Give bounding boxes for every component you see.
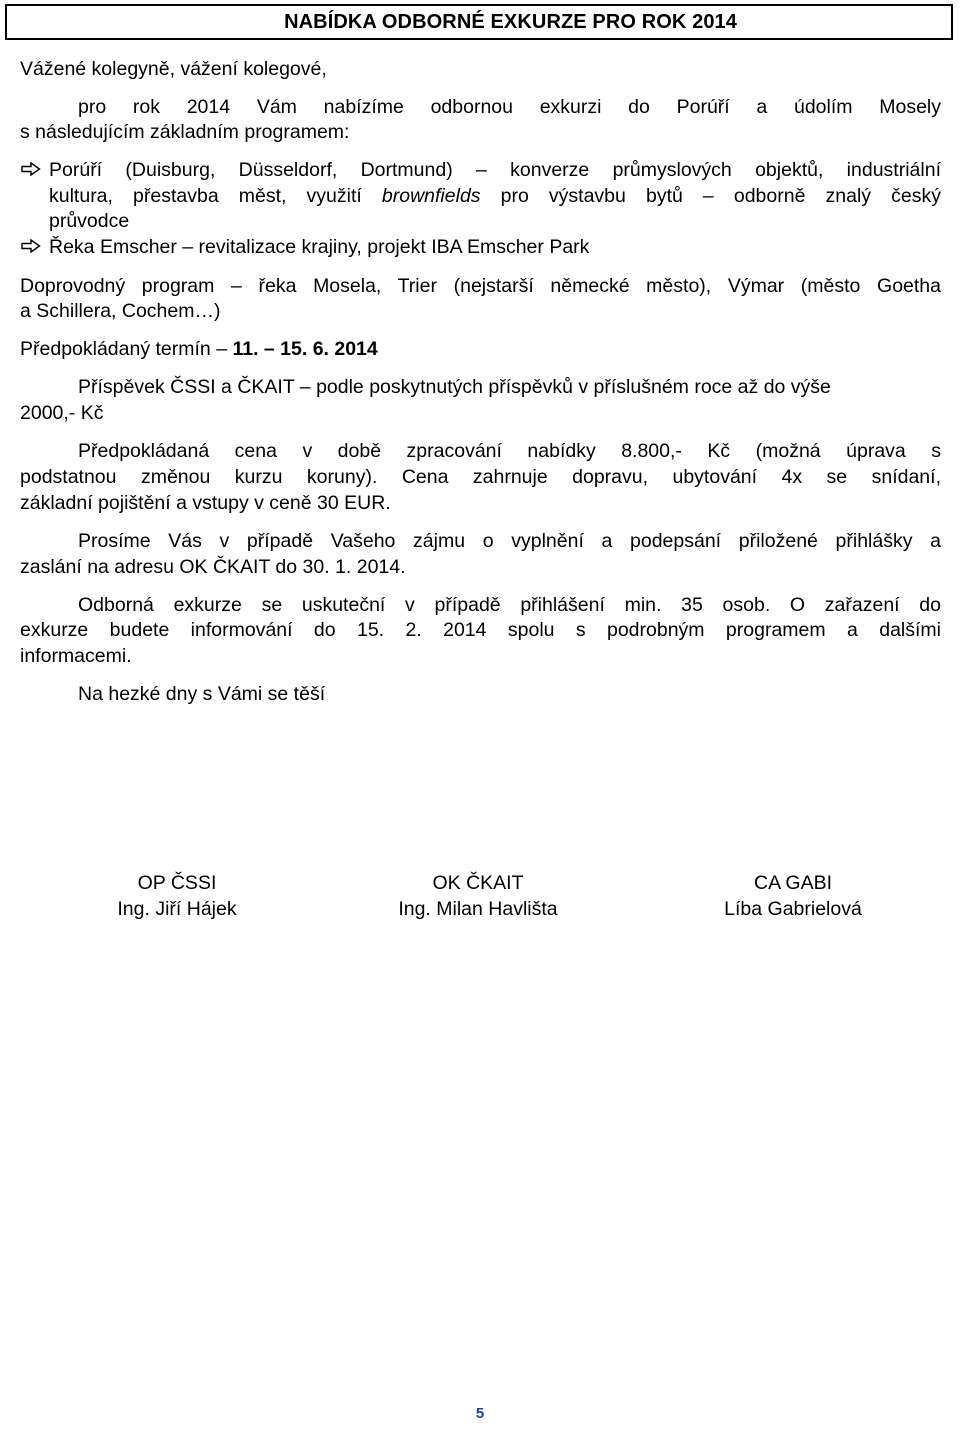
request-line-2: zaslání na adresu OK ČKAIT do 30. 1. 2014. bbox=[20, 556, 406, 578]
condition-line-3: informacemi. bbox=[20, 645, 132, 667]
intro-line-1: pro rok 2014 Vám nabízíme odbornou exkurzi do Porúří a údolím Mosely bbox=[78, 96, 941, 118]
brownfields-term: brownfields bbox=[381, 185, 481, 207]
program-item-1-line-3: průvodce bbox=[49, 210, 130, 232]
signature-2-org: OK ČKAIT bbox=[432, 872, 524, 894]
signature-1-name: Ing. Jiří Hájek bbox=[117, 898, 237, 920]
program-item-1-line-1: Porúří (Duisburg, Düsseldorf, Dortmund) – konverze průmyslových objektů, industriální bbox=[49, 159, 941, 181]
program-item-1-line-2 bbox=[49, 184, 941, 208]
condition-line-1: Odborná exkurze se uskuteční v případě přihlášení min. 35 osob. O zařazení do bbox=[78, 594, 941, 616]
accompanying-line-1: Doprovodný program – řeka Mosela, Trier (nejstarší německé město), Výmar (město Goetha bbox=[20, 275, 941, 297]
price-line-2: podstatnou změnou kurzu koruny). Cena zahrnuje dopravu, ubytování 4x se snídaní, bbox=[20, 466, 941, 488]
term-value: 11. – 15. 6. 2014 bbox=[232, 338, 378, 360]
term bbox=[20, 337, 378, 361]
page-number: 5 bbox=[475, 1405, 485, 1422]
signature-1-org: OP ČSSI bbox=[137, 872, 217, 894]
greeting: Vážené kolegyně, vážení kolegové, bbox=[20, 58, 327, 80]
signature-1 bbox=[47, 870, 307, 922]
signature-3-name: Líba Gabrielová bbox=[724, 898, 862, 920]
signature-3-org: CA GABI bbox=[753, 872, 833, 894]
price-line-3: základní pojištění a vstupy v ceně 30 EUR. bbox=[20, 492, 391, 514]
contribution-line-2: 2000,- Kč bbox=[20, 402, 104, 424]
arrow-right-outline-icon bbox=[21, 162, 41, 176]
request-line-1: Prosíme Vás v případě Vašeho zájmu o vyplnění a podepsání přiložené přihlášky a bbox=[78, 530, 941, 552]
accompanying-line-2: a Schillera, Cochem…) bbox=[20, 300, 221, 322]
program-item-1-line-2-text: kultura, přestavba měst, využití bbox=[49, 185, 382, 207]
program-item-1-line-2-rest: pro výstavbu bytů – odborně znalý český bbox=[480, 185, 941, 207]
condition-line-2: exkurze budete informování do 15. 2. 2014 spolu s podrobným programem a dalšími bbox=[20, 619, 941, 641]
program-item-2-line-1: Řeka Emscher – revitalizace krajiny, projekt IBA Emscher Park bbox=[49, 236, 590, 258]
header-box bbox=[5, 4, 953, 40]
term-label: Předpokládaný termín – bbox=[20, 338, 233, 360]
arrow-right-outline-icon bbox=[21, 239, 41, 253]
price-line-1: Předpokládaná cena v době zpracování nabídky 8.800,- Kč (možná úprava s bbox=[78, 440, 941, 462]
intro-line-2: s následujícím základním programem: bbox=[20, 121, 350, 143]
document-title: NABÍDKA ODBORNÉ EXKURZE PRO ROK 2014 bbox=[284, 11, 737, 33]
signature-2 bbox=[348, 870, 608, 922]
closing: Na hezké dny s Vámi se těší bbox=[78, 683, 326, 705]
contribution-line-1: Příspěvek ČSSI a ČKAIT – podle poskytnutých příspěvků v příslušném roce až do výše bbox=[78, 376, 831, 398]
signature-2-name: Ing. Milan Havlišta bbox=[398, 898, 558, 920]
signature-3 bbox=[663, 870, 923, 922]
